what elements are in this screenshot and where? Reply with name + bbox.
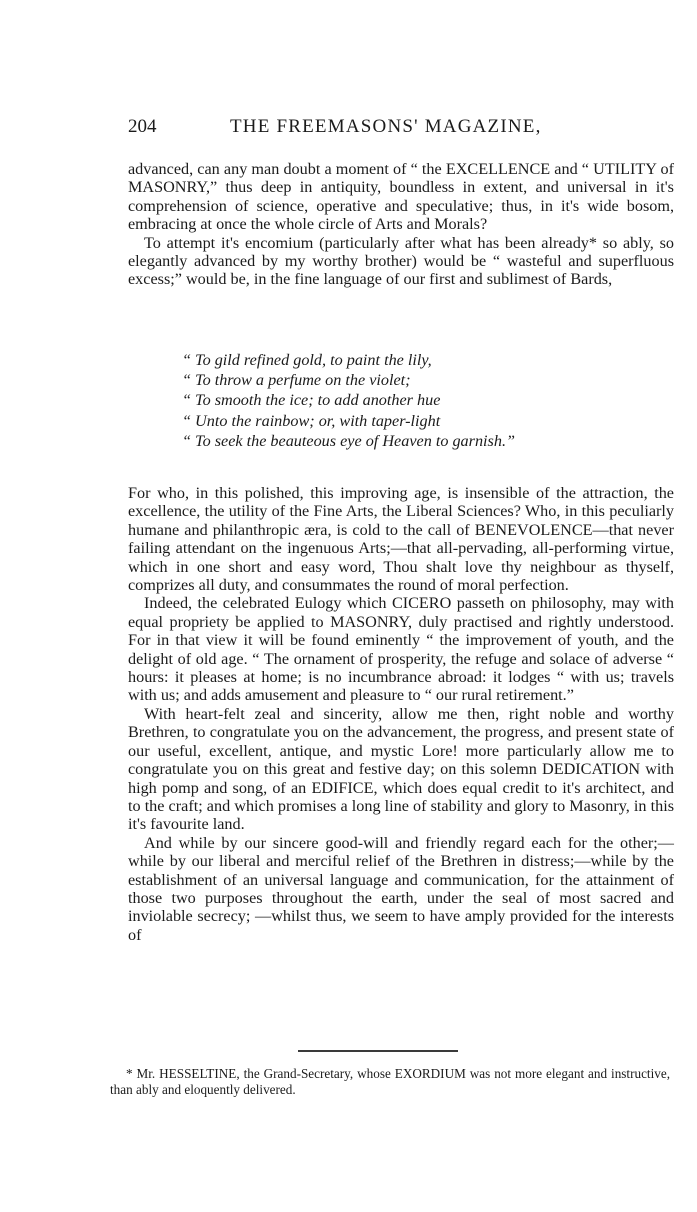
verse-line: “ To seek the beauteous eye of Heaven to garnish.” — [182, 431, 515, 450]
body-text-bottom — [128, 484, 674, 944]
paragraph-1: advanced, can any man doubt a moment of “ the EXCELLENCE and “ UTILITY of MASONRY,” thus deep in antiquity, boundless in extent, and universal in it's comprehension of science, operative and speculative; thus, in it's wide bosom, embracing at once the whole circle of Arts and Morals? — [128, 160, 674, 234]
footnote-text: * Mr. HESSELTINE, the Grand-Secretary, whose EXORDIUM was not more elegant and instructive, than ably and eloquently delivered. — [110, 1066, 670, 1097]
page-number: 204 — [128, 116, 157, 137]
paragraph-6: And while by our sincere good-will and friendly regard each for the other;—while by our liberal and merciful relief of the Brethren in distress;—while by the establishment of an universal language and communication, for the attainment of those two purposes throughout the earth, under the seal of most sacred and inviolable secrecy; —whilst thus, we seem to have amply provided for the interests of — [128, 833, 674, 944]
verse-line: “ To throw a perfume on the violet; — [182, 371, 411, 390]
paragraph-5: With heart-felt zeal and sincerity, allow me then, right noble and worthy Brethren, to congratulate you on the advancement, the progress, and present state of our useful, excellent, antique, and mystic Lore! more particularly allow me to congratulate you on this great and festive day; on this solemn DEDICATION with high pomp and song, of an EDIFICE, which does equal credit to it's architect, and to the craft; and which promises a long line of stability and glory to Masonry, in this it's favourite land. — [128, 704, 674, 834]
verse-line: “ Unto the rainbow; or, with taper-light — [182, 411, 441, 430]
footnote — [110, 1066, 670, 1098]
paragraph-2: To attempt it's encomium (particularly after what has been already* so ably, so elegantly advanced by my worthy brother) would be “ wasteful and superfluous excess;” would be, in the fine language of our first and sublimest of Bards, — [128, 233, 674, 289]
paragraph-4: Indeed, the celebrated Eulogy which CICERO passeth on philosophy, may with equal propriety be applied to MASONRY, duly practised and rightly understood. For in that view it will be found eminently “ the improvement of youth, and the delight of old age. “ The ornament of prosperity, the refuge and solace of adverse “ hours: it pleases at home; is no incumbrance abroad: it lodges “ with us; travels with us; and adds amusement and pleasure to “ our rural retirement.” — [128, 594, 674, 705]
page-header — [128, 116, 674, 146]
footnote-rule — [298, 1050, 458, 1052]
paragraph-3: For who, in this polished, this improving age, is insensible of the attraction, the excellence, the utility of the Fine Arts, the Liberal Sciences? Who, in this peculiarly humane and philanthropic æra, is cold to the call of BENEVOLENCE—that never failing attendant on the ingenuous Arts;—that all-pervading, all-performing virtue, which in one short and easy word, Thou shalt love thy neighbour as thyself, comprizes all duty, and consummates the round of moral perfection. — [128, 484, 674, 595]
body-text-top — [128, 160, 674, 289]
verse-line: “ To gild refined gold, to paint the lily, — [182, 351, 432, 369]
running-title: THE FREEMASONS' MAGAZINE, — [230, 116, 542, 137]
verse-quotation — [182, 350, 602, 451]
verse-line: “ To smooth the ice; to add another hue — [182, 391, 441, 410]
